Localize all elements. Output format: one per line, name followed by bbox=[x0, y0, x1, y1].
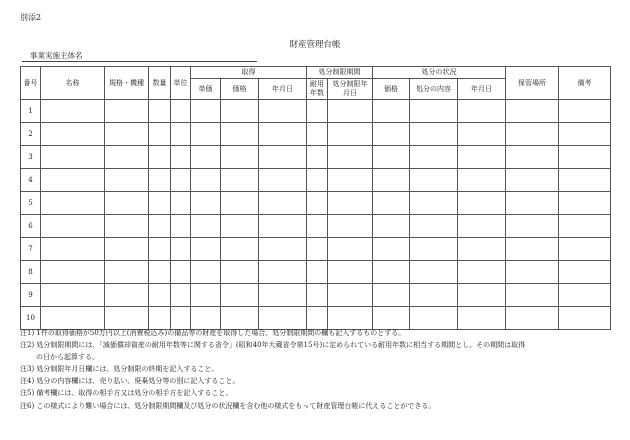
header-number: 番号 bbox=[21, 67, 41, 100]
header-name: 名称 bbox=[41, 67, 105, 100]
note-6: 注6) この様式により難い場合には、処分制限期間欄及び処分の状況欄を含む他の様式をもって財産管理台帳に代えることができる。 bbox=[20, 401, 436, 410]
cell-acq-unit-price[interactable] bbox=[191, 100, 221, 123]
cell-acq-date[interactable] bbox=[259, 123, 307, 146]
cell-durable-years[interactable] bbox=[307, 192, 328, 215]
cell-storage[interactable] bbox=[506, 284, 559, 307]
cell-durable-years[interactable] bbox=[307, 284, 328, 307]
cell-quantity[interactable] bbox=[149, 284, 171, 307]
cell-spec[interactable] bbox=[105, 146, 149, 169]
cell-acq-price[interactable] bbox=[221, 100, 259, 123]
cell-name[interactable] bbox=[41, 123, 105, 146]
cell-acq-date[interactable] bbox=[259, 261, 307, 284]
note-2: 注2) 処分制限期間には、「減価償却資産の耐用年数等に関する省令」(昭和40年大蔵省令第15号)に定められている耐用年数に相当する期間とし、その期間は取得 bbox=[20, 341, 526, 350]
cell-acq-price[interactable] bbox=[221, 284, 259, 307]
cell-acq-date[interactable] bbox=[259, 238, 307, 261]
row-number: 6 bbox=[21, 215, 41, 238]
cell-acq-date[interactable] bbox=[259, 146, 307, 169]
cell-unit[interactable] bbox=[171, 169, 191, 192]
cell-durable-years[interactable] bbox=[307, 123, 328, 146]
table-row bbox=[21, 100, 611, 123]
header-acquisition: 取得 bbox=[191, 67, 307, 79]
row-number: 5 bbox=[21, 192, 41, 215]
header-restriction-period: 処分制限期間 bbox=[307, 67, 373, 79]
table-row bbox=[21, 238, 611, 261]
cell-acq-date[interactable] bbox=[259, 169, 307, 192]
row-number: 4 bbox=[21, 169, 41, 192]
table-row bbox=[21, 261, 611, 284]
cell-durable-years[interactable] bbox=[307, 169, 328, 192]
cell-unit[interactable] bbox=[171, 215, 191, 238]
cell-name[interactable] bbox=[41, 215, 105, 238]
cell-disp-date[interactable] bbox=[458, 100, 506, 123]
asset-ledger-table bbox=[20, 66, 611, 330]
header-acq-date: 年月日 bbox=[259, 79, 307, 100]
cell-restriction-date[interactable] bbox=[328, 238, 373, 261]
cell-acq-unit-price[interactable] bbox=[191, 169, 221, 192]
header-disp-content: 処分の内容 bbox=[410, 79, 458, 100]
cell-disp-content[interactable] bbox=[410, 261, 458, 284]
note-5: 注5) 備考欄には、取得の相手方又は処分の相手方を記入すること。 bbox=[20, 389, 233, 398]
cell-acq-price[interactable] bbox=[221, 146, 259, 169]
cell-acq-unit-price[interactable] bbox=[191, 146, 221, 169]
cell-remarks[interactable] bbox=[559, 146, 611, 169]
cell-disp-date[interactable] bbox=[458, 284, 506, 307]
page-title: 財産管理台帳 bbox=[289, 40, 341, 50]
cell-quantity[interactable] bbox=[149, 192, 171, 215]
cell-unit[interactable] bbox=[171, 146, 191, 169]
cell-disp-price[interactable] bbox=[373, 123, 410, 146]
cell-remarks[interactable] bbox=[559, 123, 611, 146]
cell-unit[interactable] bbox=[171, 192, 191, 215]
cell-storage[interactable] bbox=[506, 100, 559, 123]
cell-quantity[interactable] bbox=[149, 215, 171, 238]
header-disposal-status: 処分の状況 bbox=[373, 67, 506, 79]
table-row bbox=[21, 123, 611, 146]
header-acq-unit-price: 単価 bbox=[191, 79, 221, 100]
cell-storage[interactable] bbox=[506, 169, 559, 192]
cell-unit[interactable] bbox=[171, 100, 191, 123]
header-quantity: 数量 bbox=[149, 67, 171, 100]
header-restriction-date: 処分制限年月日 bbox=[328, 79, 373, 100]
entity-name-field: 事業実施主体名 bbox=[22, 51, 257, 62]
cell-acq-price[interactable] bbox=[221, 192, 259, 215]
cell-durable-years[interactable] bbox=[307, 100, 328, 123]
cell-name[interactable] bbox=[41, 100, 105, 123]
cell-disp-price[interactable] bbox=[373, 192, 410, 215]
cell-acq-price[interactable] bbox=[221, 169, 259, 192]
cell-restriction-date[interactable] bbox=[328, 169, 373, 192]
cell-remarks[interactable] bbox=[559, 100, 611, 123]
cell-spec[interactable] bbox=[105, 215, 149, 238]
cell-disp-price[interactable] bbox=[373, 146, 410, 169]
cell-acq-unit-price[interactable] bbox=[191, 192, 221, 215]
cell-spec[interactable] bbox=[105, 192, 149, 215]
cell-spec[interactable] bbox=[105, 284, 149, 307]
cell-disp-content[interactable] bbox=[410, 100, 458, 123]
cell-disp-price[interactable] bbox=[373, 261, 410, 284]
header-durable-years: 耐用年数 bbox=[307, 79, 328, 100]
table-row bbox=[21, 169, 611, 192]
cell-restriction-date[interactable] bbox=[328, 100, 373, 123]
cell-disp-date[interactable] bbox=[458, 261, 506, 284]
row-number: 9 bbox=[21, 284, 41, 307]
cell-storage[interactable] bbox=[506, 123, 559, 146]
row-number: 3 bbox=[21, 146, 41, 169]
header-disp-date: 年月日 bbox=[458, 79, 506, 100]
cell-acq-price[interactable] bbox=[221, 238, 259, 261]
row-number: 10 bbox=[21, 307, 41, 330]
cell-name[interactable] bbox=[41, 146, 105, 169]
cell-name[interactable] bbox=[41, 238, 105, 261]
header-storage: 保管場所 bbox=[506, 67, 559, 100]
cell-acq-date[interactable] bbox=[259, 284, 307, 307]
cell-restriction-date[interactable] bbox=[328, 284, 373, 307]
cell-acq-price[interactable] bbox=[221, 261, 259, 284]
cell-name[interactable] bbox=[41, 169, 105, 192]
cell-restriction-date[interactable] bbox=[328, 261, 373, 284]
cell-disp-price[interactable] bbox=[373, 284, 410, 307]
row-number: 2 bbox=[21, 123, 41, 146]
table-row bbox=[21, 192, 611, 215]
cell-remarks[interactable] bbox=[559, 261, 611, 284]
cell-disp-price[interactable] bbox=[373, 169, 410, 192]
note-2-continuation: の日から起算する。 bbox=[36, 353, 99, 362]
cell-name[interactable] bbox=[41, 284, 105, 307]
cell-acq-unit-price[interactable] bbox=[191, 123, 221, 146]
cell-name[interactable] bbox=[41, 192, 105, 215]
table-row bbox=[21, 146, 611, 169]
cell-storage[interactable] bbox=[506, 192, 559, 215]
cell-acq-price[interactable] bbox=[221, 215, 259, 238]
cell-acq-date[interactable] bbox=[259, 100, 307, 123]
cell-storage[interactable] bbox=[506, 238, 559, 261]
row-number: 1 bbox=[21, 100, 41, 123]
cell-disp-date[interactable] bbox=[458, 146, 506, 169]
cell-disp-content[interactable] bbox=[410, 123, 458, 146]
cell-unit[interactable] bbox=[171, 261, 191, 284]
cell-disp-date[interactable] bbox=[458, 215, 506, 238]
cell-disp-content[interactable] bbox=[410, 284, 458, 307]
cell-disp-date[interactable] bbox=[458, 238, 506, 261]
cell-acq-unit-price[interactable] bbox=[191, 238, 221, 261]
cell-remarks[interactable] bbox=[559, 192, 611, 215]
cell-remarks[interactable] bbox=[559, 215, 611, 238]
note-3: 注3) 処分制限年月日欄には、処分制限の終期を記入すること。 bbox=[20, 365, 219, 374]
cell-durable-years[interactable] bbox=[307, 146, 328, 169]
cell-quantity[interactable] bbox=[149, 100, 171, 123]
cell-spec[interactable] bbox=[105, 169, 149, 192]
cell-unit[interactable] bbox=[171, 238, 191, 261]
cell-remarks[interactable] bbox=[559, 238, 611, 261]
cell-restriction-date[interactable] bbox=[328, 146, 373, 169]
cell-spec[interactable] bbox=[105, 261, 149, 284]
cell-acq-unit-price[interactable] bbox=[191, 284, 221, 307]
cell-spec[interactable] bbox=[105, 100, 149, 123]
cell-acq-unit-price[interactable] bbox=[191, 215, 221, 238]
table-row bbox=[21, 215, 611, 238]
cell-durable-years[interactable] bbox=[307, 238, 328, 261]
cell-name[interactable] bbox=[41, 261, 105, 284]
cell-restriction-date[interactable] bbox=[328, 123, 373, 146]
cell-unit[interactable] bbox=[171, 284, 191, 307]
cell-disp-price[interactable] bbox=[373, 100, 410, 123]
notes-section bbox=[20, 327, 620, 412]
cell-disp-content[interactable] bbox=[410, 215, 458, 238]
cell-disp-date[interactable] bbox=[458, 192, 506, 215]
cell-storage[interactable] bbox=[506, 146, 559, 169]
cell-quantity[interactable] bbox=[149, 169, 171, 192]
cell-restriction-date[interactable] bbox=[328, 192, 373, 215]
header-disp-price: 価格 bbox=[373, 79, 410, 100]
cell-storage[interactable] bbox=[506, 261, 559, 284]
cell-disp-price[interactable] bbox=[373, 238, 410, 261]
cell-disp-content[interactable] bbox=[410, 192, 458, 215]
note-1: 注1) 1件の取得価格が50万円以上(消費税込み)の備品等の財産を取得した場合、処分制限期間の欄も記入するものとする。 bbox=[20, 329, 406, 337]
header-unit: 単位 bbox=[171, 67, 191, 100]
cell-disp-content[interactable] bbox=[410, 238, 458, 261]
cell-acq-price[interactable] bbox=[221, 123, 259, 146]
row-number: 8 bbox=[21, 261, 41, 284]
cell-quantity[interactable] bbox=[149, 238, 171, 261]
cell-disp-date[interactable] bbox=[458, 123, 506, 146]
cell-remarks[interactable] bbox=[559, 169, 611, 192]
table-row bbox=[21, 284, 611, 307]
cell-durable-years[interactable] bbox=[307, 215, 328, 238]
cell-disp-content[interactable] bbox=[410, 169, 458, 192]
cell-acq-date[interactable] bbox=[259, 215, 307, 238]
cell-quantity[interactable] bbox=[149, 123, 171, 146]
cell-spec[interactable] bbox=[105, 238, 149, 261]
cell-remarks[interactable] bbox=[559, 284, 611, 307]
cell-unit[interactable] bbox=[171, 123, 191, 146]
header-remarks: 備考 bbox=[559, 67, 611, 100]
annex-label: 別添2 bbox=[20, 13, 42, 22]
cell-disp-price[interactable] bbox=[373, 215, 410, 238]
cell-disp-date[interactable] bbox=[458, 169, 506, 192]
header-acq-price: 価格 bbox=[221, 79, 259, 100]
header-spec: 規格・機種 bbox=[105, 67, 149, 100]
cell-acq-date[interactable] bbox=[259, 192, 307, 215]
cell-disp-content[interactable] bbox=[410, 146, 458, 169]
cell-acq-unit-price[interactable] bbox=[191, 261, 221, 284]
cell-quantity[interactable] bbox=[149, 261, 171, 284]
cell-storage[interactable] bbox=[506, 215, 559, 238]
cell-quantity[interactable] bbox=[149, 146, 171, 169]
cell-durable-years[interactable] bbox=[307, 261, 328, 284]
cell-spec[interactable] bbox=[105, 123, 149, 146]
note-4: 注4) 処分の内容欄には、売り払い、廃棄処分等の別に記入すること。 bbox=[20, 377, 240, 386]
row-number: 7 bbox=[21, 238, 41, 261]
cell-restriction-date[interactable] bbox=[328, 215, 373, 238]
